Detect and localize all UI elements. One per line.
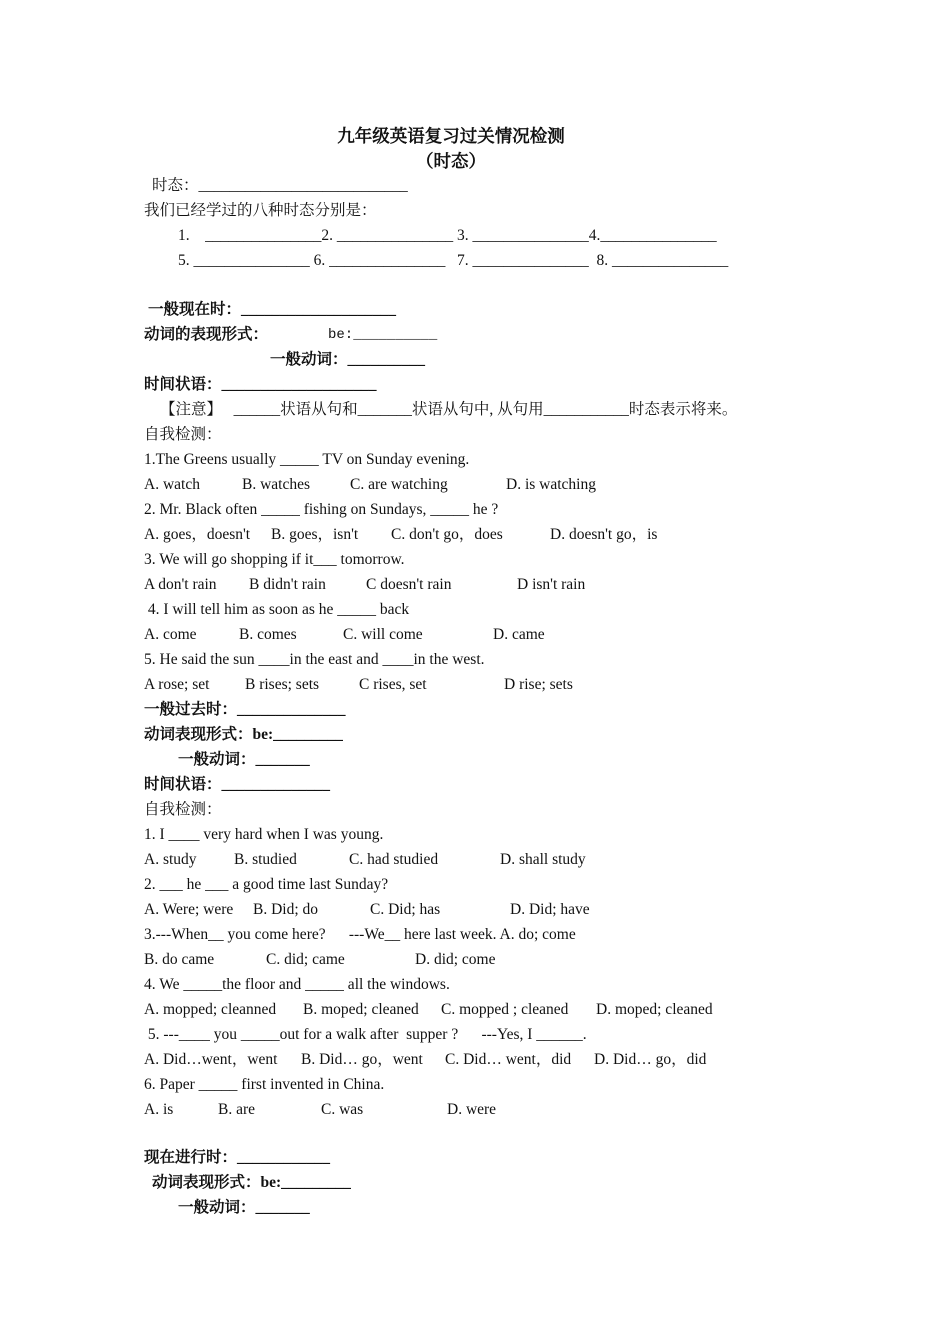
option: A. watch xyxy=(144,476,200,493)
simple-past-self-check: 自我检测： xyxy=(144,801,222,818)
option: D. doesn't go，is xyxy=(550,526,658,543)
simple-present-verb-form-label: 动词的表现形式： xyxy=(144,326,269,343)
present-progressive-general-verb: 一般动词：_______ xyxy=(178,1199,310,1216)
option: D. is watching xyxy=(506,476,596,493)
simple-present-be-form: be:__________ xyxy=(328,327,438,343)
option: B. goes，isn't xyxy=(271,526,359,543)
question-text: 3. We will go shopping if it___ tomorrow. xyxy=(144,551,405,568)
question-text: 4. We _____the floor and _____ all the windows. xyxy=(144,976,450,993)
question-text: 3.---When__ you come here? ---We__ here last week. A. do; come xyxy=(144,926,576,943)
option: B rises; sets xyxy=(245,676,320,693)
simple-past-verb-form: 动词表现形式：be:_________ xyxy=(144,726,343,743)
simple-present-time-adverbial: 时间状语：____________________ xyxy=(144,376,377,393)
tenses-row-1: 1. _______________2. _______________ 3. _______________4._______________ xyxy=(178,227,717,244)
option: D. moped; cleaned xyxy=(596,1001,713,1018)
option: A. Did…went，went xyxy=(144,1051,278,1068)
option: B. Did… go，went xyxy=(301,1051,423,1068)
option: B. comes xyxy=(239,626,297,643)
option: D. came xyxy=(493,626,545,643)
page-subtitle: （时态） xyxy=(416,151,486,171)
option: C. had studied xyxy=(349,851,439,868)
simple-past-heading: 一般过去时：______________ xyxy=(144,701,346,718)
eight-tenses-prompt: 我们已经学过的八种时态分别是： xyxy=(144,202,377,219)
question-text: 6. Paper _____ first invented in China. xyxy=(144,1076,385,1093)
question-text: 5. ---____ you _____out for a walk after supper ? ---Yes, I ______. xyxy=(144,1026,587,1043)
question-text: 5. He said the sun ____in the east and ____in the west. xyxy=(144,651,485,668)
question-text: 1.The Greens usually _____ TV on Sunday evening. xyxy=(144,451,470,468)
option: D. Did; have xyxy=(510,901,590,918)
simple-past-general-verb: 一般动词：_______ xyxy=(178,751,310,768)
simple-present-note: 【注意】 ______状语从句和_______状语从句中, 从句用___________时态表示将来。 xyxy=(160,401,738,418)
option: D. did; come xyxy=(415,951,496,968)
simple-present-self-check: 自我检测： xyxy=(144,426,222,443)
option: D isn't rain xyxy=(517,576,586,593)
option: C. Did; has xyxy=(370,901,441,918)
option: A don't rain xyxy=(144,576,217,593)
question-text: 4. I will tell him as soon as he _____ back xyxy=(144,601,410,618)
option: B. do came xyxy=(144,951,215,968)
option: B. Did; do xyxy=(253,901,319,918)
option: C. Did… went，did xyxy=(445,1051,572,1068)
option: D. shall study xyxy=(500,851,586,868)
page-title: 九年级英语复习过关情况检测 xyxy=(337,126,565,146)
option: B. studied xyxy=(234,851,297,868)
option: C. was xyxy=(321,1101,364,1118)
option: D. Did… go，did xyxy=(594,1051,707,1068)
option: A. study xyxy=(144,851,197,868)
option: A rose; set xyxy=(144,676,210,693)
option: C. did; came xyxy=(266,951,345,968)
present-progressive-verb-form: 动词表现形式：be:_________ xyxy=(152,1174,351,1191)
option: A. come xyxy=(144,626,197,643)
present-progressive-heading: 现在进行时：____________ xyxy=(144,1149,331,1166)
option: C rises, set xyxy=(359,676,427,693)
option: C. are watching xyxy=(350,476,448,493)
tense-label: 时态：___________________________ xyxy=(152,177,408,194)
option: A. Were; were xyxy=(144,901,234,918)
tenses-row-2: 5. _______________ 6. _______________ 7. _______________ 8. _______________ xyxy=(178,252,729,269)
simple-past-time-adverbial: 时间状语：______________ xyxy=(144,776,331,793)
question-text: 1. I ____ very hard when I was young. xyxy=(144,826,384,843)
simple-present-general-verb: 一般动词：__________ xyxy=(270,351,426,368)
option: A. is xyxy=(144,1101,174,1118)
option: B. watches xyxy=(242,476,311,493)
option: B didn't rain xyxy=(249,576,326,593)
option: C doesn't rain xyxy=(366,576,452,593)
question-text: 2. Mr. Black often _____ fishing on Sundays, _____ he ? xyxy=(144,501,499,518)
option: A. mopped; cleanned xyxy=(144,1001,277,1018)
option: D. were xyxy=(447,1101,497,1118)
option: B. are xyxy=(218,1101,256,1118)
simple-present-heading: 一般现在时：____________________ xyxy=(148,301,397,318)
question-text: 2. ___ he ___ a good time last Sunday? xyxy=(144,876,389,893)
option: D rise; sets xyxy=(504,676,573,693)
option: A. goes，doesn't xyxy=(144,526,251,543)
option: C. will come xyxy=(343,626,423,643)
option: B. moped; cleaned xyxy=(303,1001,419,1018)
option: C. don't go，does xyxy=(391,526,503,543)
option: C. mopped ; cleaned xyxy=(441,1001,569,1018)
